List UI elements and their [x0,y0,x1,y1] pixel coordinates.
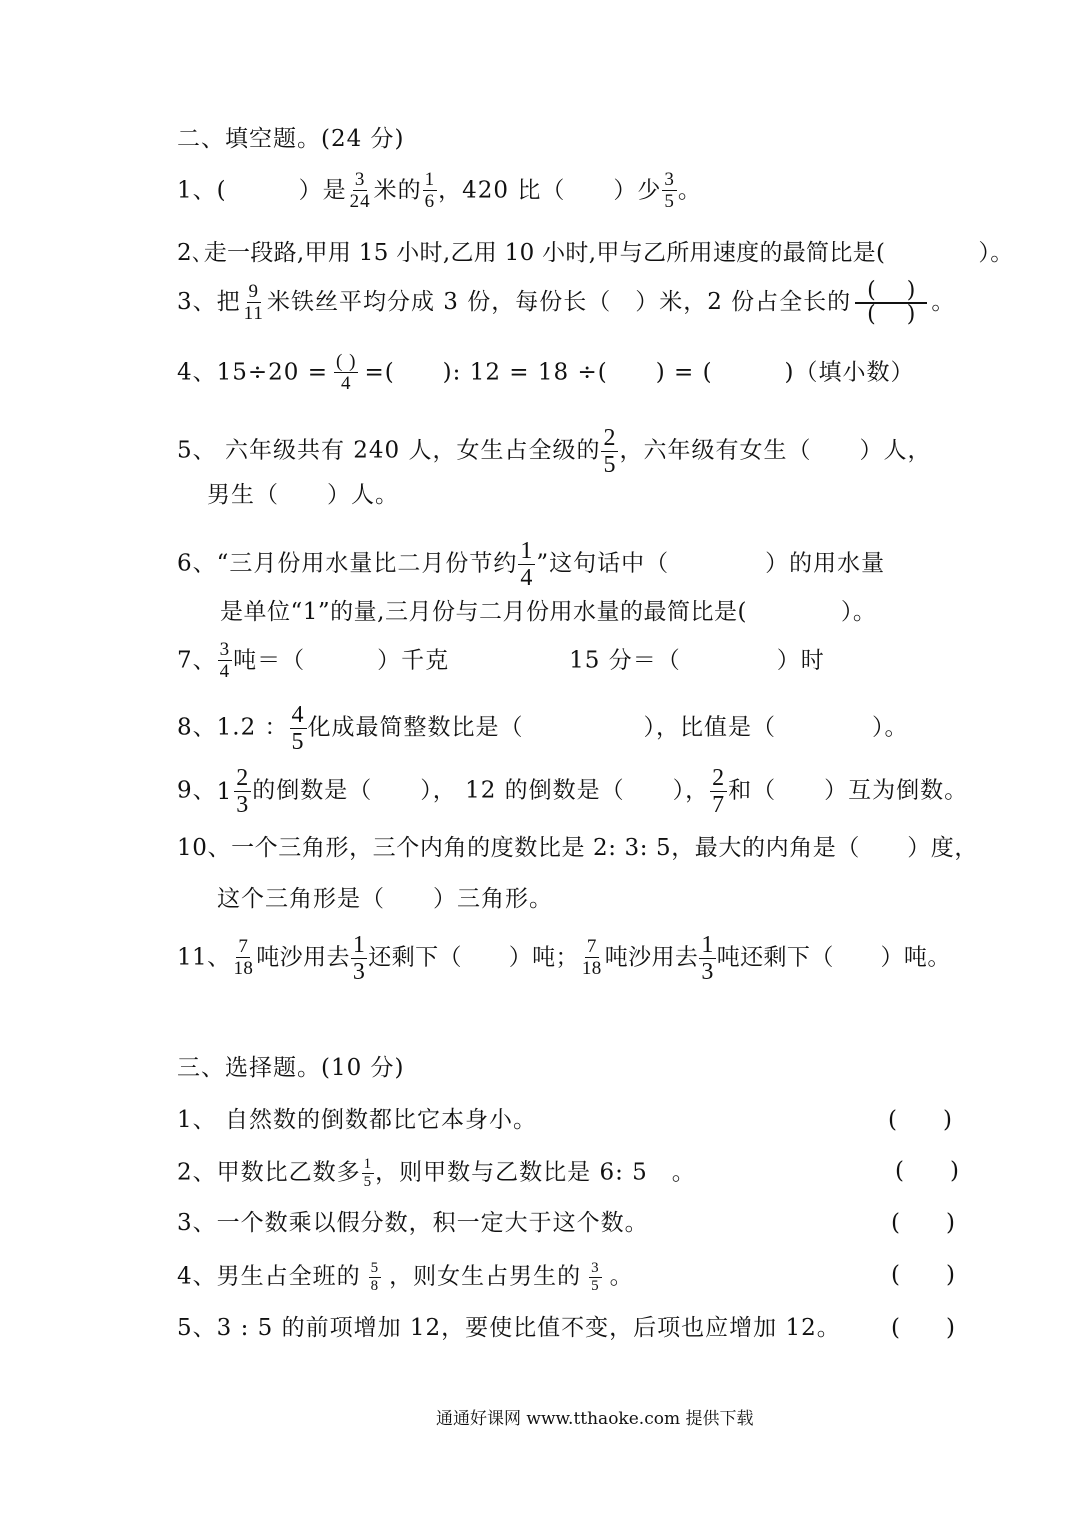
blank-fraction: $\frac{( )}{( )}$ [855,280,927,326]
question-2-10-cont: 这个三角形是（ ）三角形。 [217,886,553,912]
question-3-3: 3、一个数乘以假分数，积一定大于这个数。 [177,1210,649,1236]
question-2-2: 2､走一段路,甲用 15 小时,乙用 10 小时,甲与乙所用速度的最简比是( ）。 [177,240,1014,266]
question-2-10: 10、一个三角形，三个内角的度数比是 2: 3: 5，最大的内角是（ ）度， [177,835,978,861]
section3-title: 三、选择题。(10 分) [177,1055,405,1081]
question-2-4: 4、15÷20 = $\frac{( )}{4}$ =( ): 12 = 18 ÷( ) = ( )（填小数） [177,351,915,394]
question-3-1: 1、 自然数的倒数都比它本身小。 [177,1107,537,1133]
question-2-8: 8、1.2 ： $\frac{4}{5}$ 化成最简整数比是（ ），比值是（ ）。 [177,702,909,755]
answer-bracket: ( ) [895,1158,959,1184]
fraction: $\frac{1}{5}$ [363,1156,373,1190]
fraction: $\frac{1}{4}$ [520,538,534,591]
fraction: $\frac{3}{5}$ [664,169,675,212]
question-2-6: 6、“三月份用水量比二月份节约 $\frac{1}{4}$ ”这句话中（ ）的用水量 [177,538,886,591]
question-2-9: 9、 1 $\frac{2}{3}$ 的倒数是（ ）， 12 的倒数是（ ）， $\frac{2}{7}$ 和（ ）互为倒数。 [177,765,969,818]
fraction: $\frac{1}{3}$ [701,932,714,985]
fraction: $\frac{5}{8}$ [370,1260,380,1294]
fraction: $\frac{4}{5}$ [291,702,305,755]
question-3-4: 4、男生占全班的 $\frac{5}{8}$ ，则女生占男生的 $\frac{3}{5}$ 。 [177,1260,634,1294]
fraction: $\frac{7}{18}$ [581,936,602,979]
footer-source: 通通好课网 www.tthaoke.com 提供下载 [436,1409,754,1429]
fraction: $\frac{( )}{4}$ [336,351,357,394]
answer-bracket: ( ) [891,1210,955,1236]
fraction: $\frac{2}{5}$ [603,425,617,478]
fraction: $\frac{3}{5}$ [591,1260,600,1294]
question-2-1: 1、( ）是 $\frac{3}{24}$ 米的 $\frac{1}{6}$ ，420 比（ ）少 $\frac{3}{5}$ 。 [177,169,702,212]
question-2-3: 3、把 $\frac{9}{11}$ 米铁丝平均分成 3 份，每份长（ ）米，2 份占全长的 $\frac{( )}{( )}$ 。 [177,278,956,327]
question-2-5: 5、 六年级共有 240 人，女生占全级的 $\frac{2}{5}$ ，六年级有女生（ ）人， [177,425,932,478]
fraction: $\frac{9}{11}$ [243,280,264,324]
question-2-11: 11、 $\frac{7}{18}$ 吨沙用去 $\frac{1}{3}$ 还剩下（ ）吨； $\frac{7}{18}$ 吨沙用去 $\frac{1}{3}$ 吨还剩下（ ）吨。 [177,932,951,985]
fraction: $\frac{3}{24}$ [349,169,371,212]
fraction: $\frac{7}{18}$ [233,936,254,979]
question-3-2: 2、甲数比乙数多 $\frac{1}{5}$ ，则甲数与乙数比是 6: 5 。 [177,1156,696,1190]
question-2-6-cont: 是单位“1”的量,三月份与二月份用水量的最简比是( ）。 [220,599,877,625]
fraction: $\frac{1}{6}$ [424,169,436,212]
question-2-7: 7、 $\frac{3}{4}$ 吨＝（ ）千克 15 分＝（ ）时 [177,639,825,682]
fraction: $\frac{2}{7}$ [712,765,726,818]
question-3-5: 5、3 : 5 的前项增加 12，要使比值不变，后项也应增加 12。 [177,1315,841,1341]
mixed-number: 1 $\frac{2}{3}$ [216,765,250,818]
fraction: $\frac{3}{4}$ [219,639,231,682]
section2-title: 二、填空题。(24 分) [177,126,405,152]
question-2-5-cont: 男生（ ）人。 [207,482,399,508]
answer-bracket: ( ) [891,1315,955,1341]
fraction: $\frac{1}{3}$ [352,932,366,985]
answer-bracket: ( ) [891,1262,955,1288]
answer-bracket: ( ) [888,1107,952,1133]
